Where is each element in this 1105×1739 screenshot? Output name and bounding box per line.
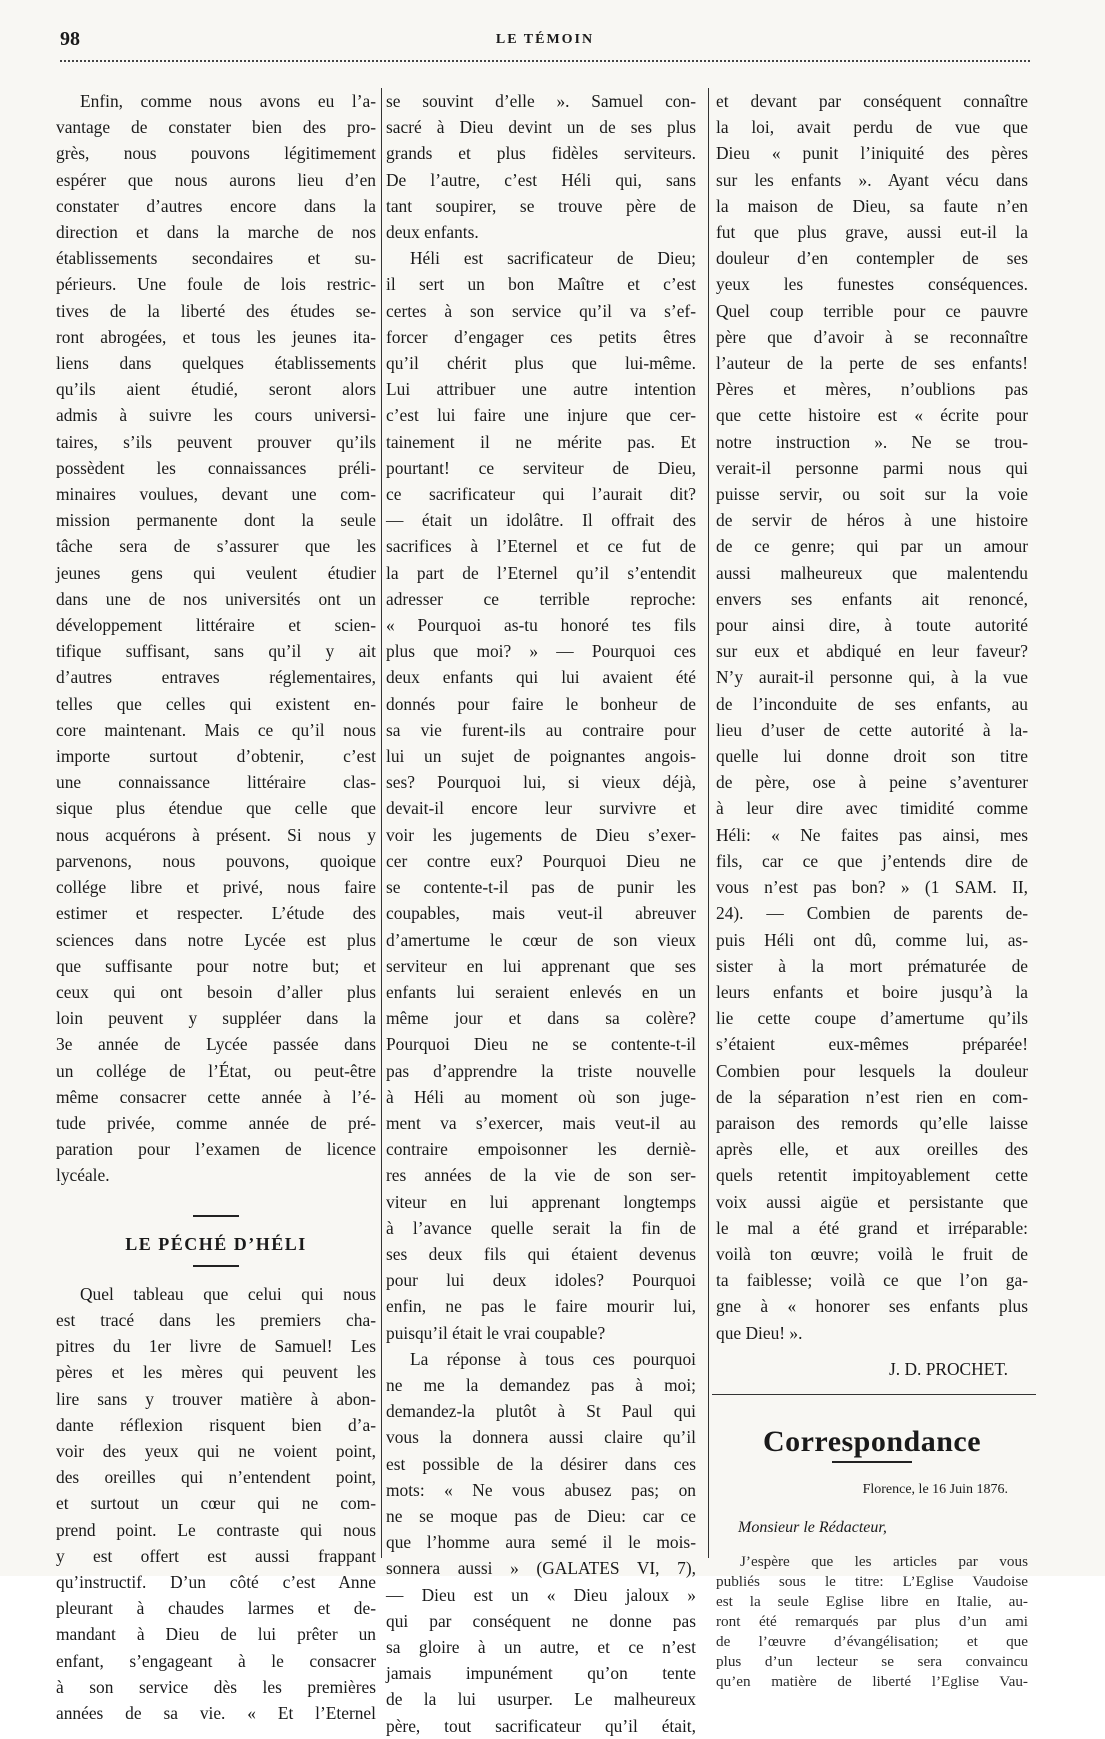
text-line: leurs enfants et boire jusqu’à la bbox=[716, 981, 1028, 1002]
text-line: « Pourquoi as-tu honoré tes fils bbox=[386, 615, 696, 636]
text-line: l’auteur de la perte de ses enfants! bbox=[716, 353, 1028, 374]
text-line: ses? Pourquoi lui, si vieux déjà, bbox=[386, 772, 696, 793]
text-line: d’amertume le cœur de son vieux bbox=[386, 929, 696, 950]
text-line: qui par conséquent ne donne pas bbox=[386, 1610, 696, 1631]
column-3 bbox=[716, 88, 1028, 1692]
text-line: et surtout un cœur qui ne com- bbox=[56, 1493, 376, 1514]
text-line: puisse servir, ou soit sur la voie bbox=[716, 484, 1028, 505]
text-line: jamais impunément qu’on tente bbox=[386, 1663, 696, 1684]
text-line: quels retentit impitoyablement cette bbox=[716, 1165, 1028, 1186]
text-line: de l’œuvre d’évangélisation; et que bbox=[716, 1632, 1028, 1650]
text-line: 3e année de Lycée passée dans bbox=[56, 1034, 376, 1055]
text-line: établissements secondaires et su- bbox=[56, 248, 376, 269]
text-line: envers ses enfants ait renoncé, bbox=[716, 588, 1028, 609]
text-line: serviteur en lui apprenant que ses bbox=[386, 955, 696, 976]
text-line: de la séparation n’est rien en com- bbox=[716, 1086, 1028, 1107]
text-line: pères et les mères qui peuvent les bbox=[56, 1362, 376, 1383]
text-line: il sert un bon Maître et c’est bbox=[386, 274, 696, 295]
text-line: yeux les funestes conséquences. bbox=[716, 274, 1028, 295]
text-line: Enfin, comme nous avons eu l’a- bbox=[80, 91, 376, 111]
text-line: forcer d’engager ces petits êtres bbox=[386, 326, 696, 347]
text-line: à Héli au moment où son juge- bbox=[386, 1086, 696, 1107]
text-line: demandez-la plutôt à St Paul qui bbox=[386, 1401, 696, 1422]
text-line: paration pour l’examen de licence bbox=[56, 1139, 376, 1160]
text-line: core maintenant. Mais ce qu’il nous bbox=[56, 719, 376, 740]
text-line: la part de l’Eternel qu’il s’entendit bbox=[386, 562, 696, 583]
text-line: se souvint d’elle ». Samuel con- bbox=[386, 91, 696, 111]
text-line: — était un idolâtre. Il offrait des bbox=[386, 510, 696, 531]
text-line: qu’instructif. D’un côté c’est Anne bbox=[56, 1571, 376, 1592]
text-line: certes à son service qu’il va s’ef- bbox=[386, 300, 696, 321]
text-line: que Dieu! ». bbox=[716, 1322, 803, 1343]
text-line: c’est lui faire une injure que cer- bbox=[386, 405, 696, 426]
text-line: espérer que nous aurons lieu d’en bbox=[56, 169, 376, 190]
text-line: admis à suivre les cours universi- bbox=[56, 405, 376, 426]
text-line: ta faiblesse; voilà ce que l’on ga- bbox=[716, 1270, 1028, 1291]
text-line: aussi malheureux que malentendu bbox=[716, 562, 1028, 583]
text-line: donnés pour faire le bonheur de bbox=[386, 693, 696, 714]
text-line: 24). — Combien de parents de- bbox=[716, 903, 1028, 924]
text-line: lire sans y trouver matière à abon- bbox=[56, 1388, 376, 1409]
text-line: sciences dans notre Lycée est plus bbox=[56, 929, 376, 950]
text-line: fut que plus grave, aussi eut-il la bbox=[716, 222, 1028, 243]
text-line: des oreilles qui n’entendent point, bbox=[56, 1467, 376, 1488]
text-line: sa gloire à un autre, et ce n’est bbox=[386, 1636, 696, 1657]
text-line: ront été remarqués par plus d’un ami bbox=[716, 1612, 1028, 1630]
text-line: importe surtout d’obtenir, c’est bbox=[56, 746, 376, 767]
text-line: Dieu « punit l’iniquité des pères bbox=[716, 143, 1028, 164]
text-line: qu’il chérit plus que lui-même. bbox=[386, 353, 696, 374]
text-line: lie cette coupe d’amertume qu’ils bbox=[716, 1008, 1028, 1029]
text-line: d’autres entraves réglementaires, bbox=[56, 667, 376, 688]
text-line: contraire empoisonner les derniè- bbox=[386, 1139, 696, 1160]
text-line: ront abrogées, et tous les jeunes ita- bbox=[56, 326, 376, 347]
text-line: N’y aurait-il personne qui, à la vue bbox=[716, 667, 1028, 688]
text-line: gne à « honorer ses enfants plus bbox=[716, 1296, 1028, 1317]
column-3-text bbox=[716, 88, 1028, 1346]
text-line: est tracé dans les premiers cha- bbox=[56, 1309, 376, 1330]
text-line: sa vie furent-ils au contraire pour bbox=[386, 719, 696, 740]
text-line: estimer et respecter. L’étude des bbox=[56, 903, 376, 924]
page-number: 98 bbox=[60, 28, 80, 50]
text-line: de ce genre; qui par un amour bbox=[716, 536, 1028, 557]
text-line: à l’avance quelle serait la fin de bbox=[386, 1217, 696, 1238]
text-line: mandant à Dieu de lui prêter un bbox=[56, 1624, 376, 1645]
text-line: puis Héli ont dû, comme lui, as- bbox=[716, 929, 1028, 950]
separator-short bbox=[832, 1461, 912, 1463]
text-line: Quel coup terrible pour ce pauvre bbox=[716, 300, 1028, 321]
text-line: coupables, mais veut-il abreuver bbox=[386, 903, 696, 924]
text-line: prend point. Le contraste qui nous bbox=[56, 1519, 376, 1540]
text-line: ceux qui ont besoin d’aller plus bbox=[56, 981, 376, 1002]
text-line: voir les jugements de Dieu s’exer- bbox=[386, 824, 696, 845]
text-line: parvenons, nous pouvons, quoique bbox=[56, 850, 376, 871]
text-line: enfant, s’engageant à le consacrer bbox=[56, 1650, 376, 1671]
text-line: s’étaient eux-mêmes préparée! bbox=[716, 1034, 1028, 1055]
text-line: constater d’autres encore dans la bbox=[56, 195, 376, 216]
text-line: douleur d’en contempler de ses bbox=[716, 248, 1028, 269]
text-line: pas d’apprendre la triste nouvelle bbox=[386, 1060, 696, 1081]
text-line: dante réflexion risquent bien d’a- bbox=[56, 1414, 376, 1435]
column-rule bbox=[381, 88, 382, 1558]
text-line: même jour et dans sa colère? bbox=[386, 1008, 696, 1029]
text-line: sacrifices à l’Eternel et ce fut de bbox=[386, 536, 696, 557]
text-line: que suffisante pour notre but; et bbox=[56, 955, 376, 976]
text-line: et devant par conséquent connaître bbox=[716, 91, 1028, 111]
text-line: publiés sous le titre: L’Eglise Vaudoise bbox=[716, 1572, 1028, 1590]
text-line: loin peuvent y suppléer dans la bbox=[56, 1008, 376, 1029]
column-2-text bbox=[386, 88, 696, 1739]
text-line: sur eux et abdiqué en leur faveur? bbox=[716, 641, 1028, 662]
text-line: minaires voulues, devant une com- bbox=[56, 484, 376, 505]
text-line: mots: « Ne vous abusez pas; on bbox=[386, 1479, 696, 1500]
text-line: qu’en matière de liberté l’Eglise Vau- bbox=[716, 1672, 1028, 1690]
text-line: deux enfants. bbox=[386, 222, 479, 243]
letter-text bbox=[716, 1552, 1028, 1692]
text-line: J’espère que les articles par vous bbox=[740, 1552, 1028, 1570]
text-line: voilà ton œuvre; voilà le fruit de bbox=[716, 1243, 1028, 1264]
text-line: quelle lui donne droit son titre bbox=[716, 746, 1028, 767]
column-1-text bbox=[56, 88, 376, 1189]
text-line: pour ainsi dire, à toute autorité bbox=[716, 615, 1028, 636]
text-line: pleurant à chaudes larmes et de- bbox=[56, 1598, 376, 1619]
text-line: Pourquoi Dieu ne se contente-t-il bbox=[386, 1034, 696, 1055]
text-line: vous la donnera aussi claire qu’il bbox=[386, 1427, 696, 1448]
text-line: cer contre eux? Pourquoi Dieu ne bbox=[386, 850, 696, 871]
text-line: nous acquérons à présent. Si nous y bbox=[56, 824, 376, 845]
text-line: sister à la mort prématurée de bbox=[716, 955, 1028, 976]
text-line: la maison de Dieu, sa faute n’en bbox=[716, 195, 1028, 216]
letter-date: Florence, le 16 Juin 1876. bbox=[862, 1482, 1008, 1498]
text-line: périeurs. Une foule de lois restric- bbox=[56, 274, 376, 295]
text-line: ses deux fils qui étaient devenus bbox=[386, 1243, 696, 1264]
column-2 bbox=[386, 88, 696, 1739]
signature: J. D. PROCHET. bbox=[888, 1358, 1008, 1379]
section-text bbox=[56, 1281, 376, 1726]
text-line: à leur dire avec timidité comme bbox=[716, 798, 1028, 819]
text-line: est possible de la désirer dans ces bbox=[386, 1453, 696, 1474]
text-line: deux enfants qui lui avaient été bbox=[386, 667, 696, 688]
text-line: le mal a été grand et irréparable: bbox=[716, 1217, 1028, 1238]
text-line: y est offert est aussi frappant bbox=[56, 1545, 376, 1566]
text-line: direction et dans la marche de nos bbox=[56, 222, 376, 243]
text-line: lieu d’user de cette autorité à la- bbox=[716, 719, 1028, 740]
text-line: res années de la vie de son ser- bbox=[386, 1165, 696, 1186]
text-line: développement littéraire et scien- bbox=[56, 615, 376, 636]
text-line: même consacrer cette année à l’é- bbox=[56, 1086, 376, 1107]
separator-short bbox=[193, 1215, 239, 1217]
text-line: père, tout sacrificateur qu’il était, bbox=[386, 1715, 696, 1736]
text-line: ment va s’exercer, mais veut-il au bbox=[386, 1112, 696, 1133]
text-line: adresser ce terrible reproche: bbox=[386, 588, 696, 609]
text-line: vous n’est pas bon? » (1 SAM. II, bbox=[716, 877, 1028, 898]
text-line: ne me la demandez pas à moi; bbox=[386, 1374, 696, 1395]
text-line: après elle, et aux oreilles des bbox=[716, 1139, 1028, 1160]
text-line: paraison des remords qu’elle laisse bbox=[716, 1112, 1028, 1133]
text-line: Quel tableau que celui qui nous bbox=[80, 1283, 376, 1304]
text-line: plus d’un lecteur se sera convaincu bbox=[716, 1652, 1028, 1670]
text-line: plus que moi? » — Pourquoi ces bbox=[386, 641, 696, 662]
text-line: Héli est sacrificateur de Dieu; bbox=[410, 248, 696, 269]
text-line: lycéale. bbox=[56, 1165, 110, 1186]
text-line: sacré à Dieu devint un de ses plus bbox=[386, 117, 696, 138]
separator-line bbox=[712, 1394, 1036, 1395]
text-line: tives de la liberté des études se- bbox=[56, 300, 376, 321]
text-line: fils, car ce que j’entends dire de bbox=[716, 850, 1028, 871]
text-line: jeunes gens qui veulent étudier bbox=[56, 562, 376, 583]
text-line: mission permanente dont la seule bbox=[56, 510, 376, 531]
text-line: vantage de constater bien des pro- bbox=[56, 117, 376, 138]
column-1 bbox=[56, 88, 376, 1726]
text-line: sique plus étendue que celle que bbox=[56, 798, 376, 819]
text-line: lui un sujet de poignantes angois- bbox=[386, 746, 696, 767]
text-line: père que d’avoir à se reconnaître bbox=[716, 326, 1028, 347]
text-line: tude privée, comme année de pré- bbox=[56, 1112, 376, 1133]
text-line: Pères et mères, n’oublions pas bbox=[716, 379, 1028, 400]
text-line: Héli: « Ne faites pas ainsi, mes bbox=[716, 824, 1028, 845]
text-line: grès, nous pouvons légitimement bbox=[56, 143, 376, 164]
text-line: grands et plus fidèles serviteurs. bbox=[386, 143, 696, 164]
section-title: LE PÉCHÉ D’HÉLI bbox=[125, 1233, 307, 1254]
text-line: années de sa vie. « Et l’Eternel bbox=[56, 1702, 376, 1723]
text-line: enfants lui seraient enlevés en un bbox=[386, 981, 696, 1002]
text-line: se contente-t-il pas de punir les bbox=[386, 877, 696, 898]
column-rule bbox=[708, 88, 709, 1558]
text-line: verait-il personne parmi nous qui bbox=[716, 457, 1028, 478]
text-line: dans une de nos universités ont un bbox=[56, 588, 376, 609]
text-line: La réponse à tous ces pourquoi bbox=[410, 1348, 696, 1369]
text-line: Lui attribuer une autre intention bbox=[386, 379, 696, 400]
text-line: de père, ose à peine s’aventurer bbox=[716, 772, 1028, 793]
text-line: de l’inconduite de ses enfants, au bbox=[716, 693, 1028, 714]
text-line: viteur en lui apprenant longtemps bbox=[386, 1191, 696, 1212]
text-line: telles que celles qui existent en- bbox=[56, 693, 376, 714]
text-line: un collége de l’État, ou peut-être bbox=[56, 1060, 376, 1081]
text-line: taires, s’ils peuvent prouver qu’ils bbox=[56, 431, 376, 452]
text-line: pitres du 1er livre de Samuel! Les bbox=[56, 1336, 376, 1357]
text-line: devait-il encore leur survivre et bbox=[386, 798, 696, 819]
text-line: qu’ils aient étudié, seront alors bbox=[56, 379, 376, 400]
text-line: tifique suffisant, sans qu’il y ait bbox=[56, 641, 376, 662]
text-line: collége libre et privé, nous faire bbox=[56, 877, 376, 898]
text-line: la loi, avait perdu de vue que bbox=[716, 117, 1028, 138]
correspondance-title: Correspondance bbox=[762, 1424, 982, 1458]
text-line: voir des yeux qui ne voient point, bbox=[56, 1440, 376, 1461]
text-line: ne se moque pas de Dieu: car ce bbox=[386, 1505, 696, 1526]
text-line: enfin, ne pas le faire mourir lui, bbox=[386, 1296, 696, 1317]
text-line: tainement il ne mérite pas. Et bbox=[386, 431, 696, 452]
text-line: De l’autre, c’est Héli qui, sans bbox=[386, 169, 696, 190]
text-line: pour lui deux idoles? Pourquoi bbox=[386, 1270, 696, 1291]
text-line: de servir de héros à une histoire bbox=[716, 510, 1028, 531]
masthead: LE TÉMOIN bbox=[495, 32, 595, 47]
text-line: Combien pour lesquels la douleur bbox=[716, 1060, 1028, 1081]
text-line: que cette histoire est « écrite pour bbox=[716, 405, 1028, 426]
text-line: que l’homme aura semé il le mois- bbox=[386, 1532, 696, 1553]
text-line: sur les enfants ». Ayant vécu dans bbox=[716, 169, 1028, 190]
text-line: à son service dès les premières bbox=[56, 1676, 376, 1697]
text-line: possèdent les connaissances préli- bbox=[56, 457, 376, 478]
text-line: puisqu’il était le vrai coupable? bbox=[386, 1322, 606, 1343]
text-line: ce sacrificateur qui l’aurait dit? bbox=[386, 484, 696, 505]
text-line: tant soupirer, se trouve père de bbox=[386, 195, 696, 216]
letter-salutation: Monsieur le Rédacteur, bbox=[738, 1519, 887, 1537]
text-line: pourtant! ce serviteur de Dieu, bbox=[386, 457, 696, 478]
text-line: liens dans quelques établissements bbox=[56, 353, 376, 374]
page-header bbox=[60, 28, 1030, 58]
text-line: tâche sera de s’assurer que les bbox=[56, 536, 376, 557]
text-line: voix aussi aigüe et persistante que bbox=[716, 1191, 1028, 1212]
text-line: de la lui usurper. Le malheureux bbox=[386, 1689, 696, 1710]
text-line: — Dieu est un « Dieu jaloux » bbox=[386, 1584, 696, 1605]
text-line: est la seule Eglise libre en Italie, au- bbox=[716, 1592, 1028, 1610]
text-line: une connaissance littéraire clas- bbox=[56, 772, 376, 793]
text-line: notre instruction ». Ne se trou- bbox=[716, 431, 1028, 452]
text-line: sonnera aussi » (GALATES VI, 7), bbox=[386, 1558, 696, 1579]
separator-short bbox=[193, 1265, 239, 1267]
header-rule bbox=[60, 60, 1030, 62]
